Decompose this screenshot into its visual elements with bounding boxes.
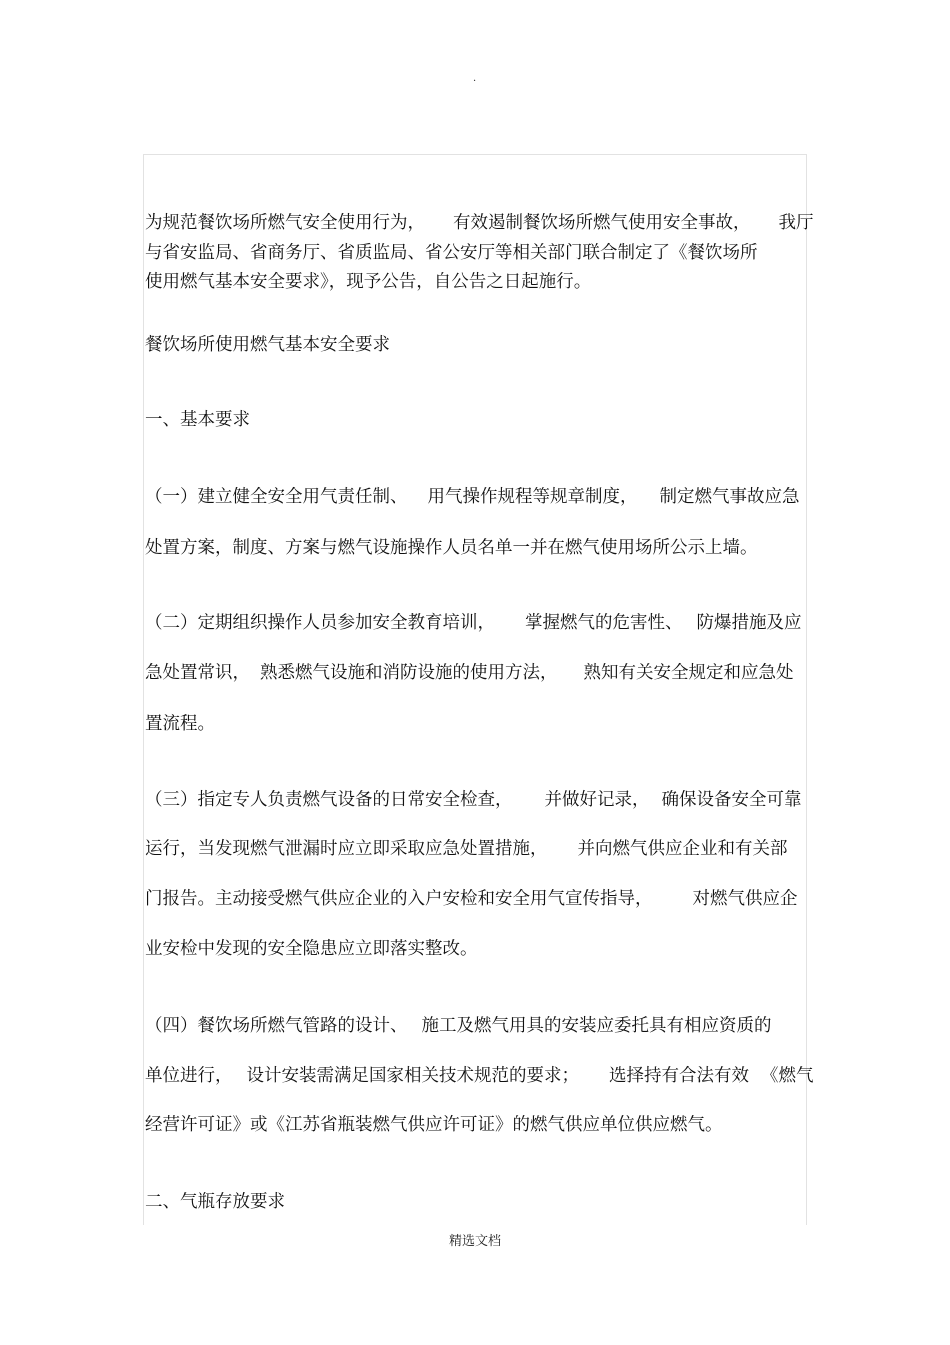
doc-title: 餐饮场所使用燃气基本安全要求 <box>145 335 390 355</box>
item-3-line-3: 门报告。主动接受燃气供应企业的入户安检和安全用气宣传指导， 对燃气供应企 <box>145 889 798 909</box>
header-mark: · <box>473 76 477 87</box>
item-1-line-2: 处置方案，制度、方案与燃气设施操作人员名单一并在燃气使用场所公示上墙。 <box>145 538 758 558</box>
section-heading-1: 一、基本要求 <box>145 410 250 430</box>
item-4-line-2: 单位进行， 设计安装需满足国家相关技术规范的要求； 选择持有合法有效 《燃气 <box>145 1066 814 1086</box>
item-2-line-3: 置流程。 <box>145 714 215 734</box>
section-heading-2: 二、气瓶存放要求 <box>145 1192 285 1212</box>
item-3-line-1: （三）指定专人负责燃气设备的日常安全检查， 并做好记录， 确保设备安全可靠 <box>145 790 802 810</box>
item-1-line-1: （一）建立健全安全用气责任制、 用气操作规程等规章制度， 制定燃气事故应急 <box>145 487 800 507</box>
intro-line-1: 为规范餐饮场所燃气安全使用行为， 有效遏制餐饮场所燃气使用安全事故， 我厅 <box>145 213 814 233</box>
item-2-line-2: 急处置常识， 熟悉燃气设施和消防设施的使用方法， 熟知有关安全规定和应急处 <box>145 663 794 683</box>
item-3-line-2: 运行，当发现燃气泄漏时应立即采取应急处置措施， 并向燃气供应企业和有关部 <box>145 839 788 859</box>
item-3-line-4: 业安检中发现的安全隐患应立即落实整改。 <box>145 939 478 959</box>
item-2-line-1: （二）定期组织操作人员参加安全教育培训， 掌握燃气的危害性、 防爆措施及应 <box>145 613 802 633</box>
intro-line-2: 与省安监局、省商务厅、省质监局、省公安厅等相关部门联合制定了《餐饮场所 <box>145 243 758 263</box>
intro-line-3: 使用燃气基本安全要求》，现予公告，自公告之日起施行。 <box>145 272 592 292</box>
item-4-line-3: 经营许可证》或《江苏省瓶装燃气供应许可证》的燃气供应单位供应燃气。 <box>145 1115 723 1135</box>
item-4-line-1: （四）餐饮场所燃气管路的设计、 施工及燃气用具的安装应委托具有相应资质的 <box>145 1016 772 1036</box>
page-footer: 精选文档 <box>448 1234 501 1249</box>
